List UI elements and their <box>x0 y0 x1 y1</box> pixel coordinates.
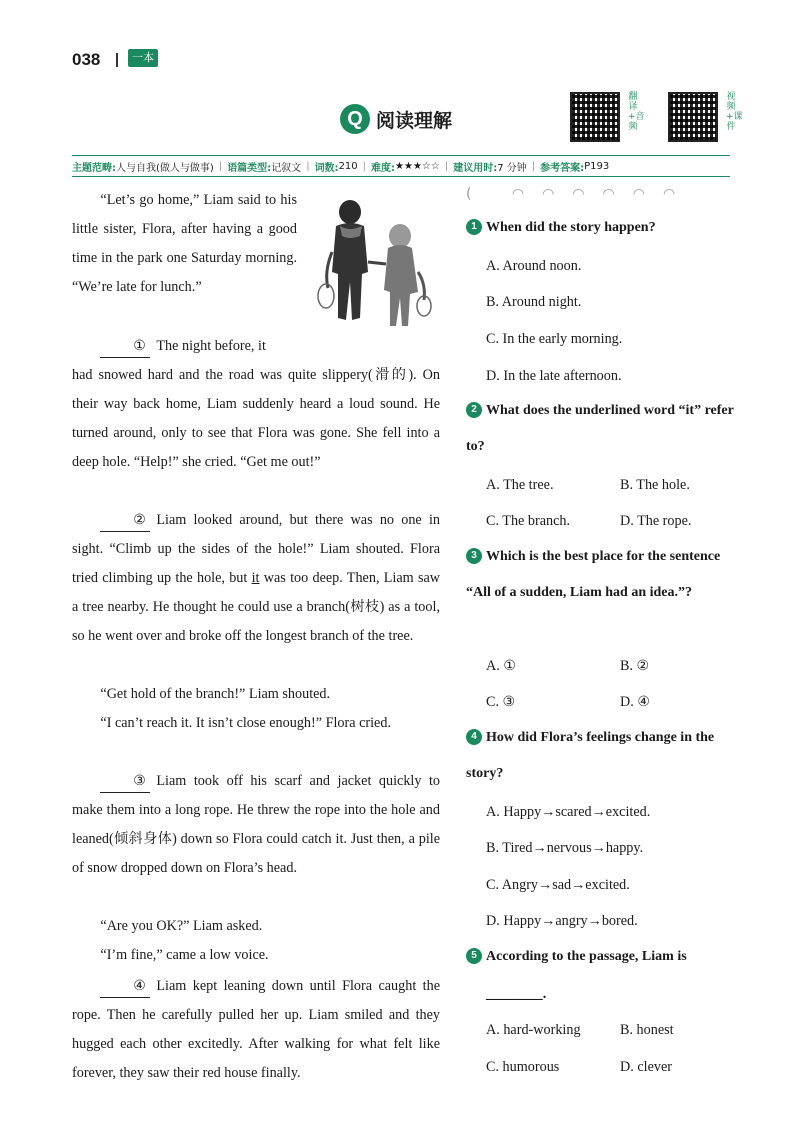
passage-paragraph-1: “Let’s go home,” Liam said to his little sister, Flora, after having a good time in the park one Saturday morning. “We’re late for lunch.” <box>72 192 297 295</box>
question-number-3: 3 <box>466 548 482 564</box>
q1-option-b[interactable]: B. Around night. <box>486 294 582 310</box>
paragraph-3-text-a: Liam looked around, but there was no one in sight. “Climb up the sides of the hole!” Liam shouted. Flora tried climbing up the hole, but <box>72 512 440 586</box>
q1-option-a[interactable]: A. Around noon. <box>486 258 582 274</box>
passage-paragraph-7: “Are you OK?” Liam asked. <box>100 918 263 934</box>
question-number-1: 1 <box>466 219 482 235</box>
difficulty-stars: ★★★☆☆ <box>395 160 440 172</box>
word-count-label: 词数: <box>314 162 339 174</box>
q2-option-d[interactable]: D. The rope. <box>620 513 692 529</box>
question-3-text: Which is the best place for the sentence “All of a sudden, Liam had an idea.”? <box>466 549 721 600</box>
paragraph-2-text-a: The night before, it <box>156 338 266 354</box>
passage-paragraph-8: “I’m fine,” came a low voice. <box>100 947 269 963</box>
underlined-it: it <box>251 570 260 586</box>
question-4-text: How did Flora’s feelings change in the story? <box>466 730 715 781</box>
blank-4: ④ <box>100 975 150 998</box>
time-value: 7 分钟 <box>497 162 527 174</box>
difficulty-label: 难度: <box>371 162 396 174</box>
q1-option-d[interactable]: D. In the late afternoon. <box>486 368 622 384</box>
decorative-marks: ( ◠◠◠◠◠◠ <box>466 186 694 202</box>
brand-logo: 一本 <box>128 49 158 67</box>
theme-label: 主题范畴: <box>72 162 116 174</box>
q2-option-a[interactable]: A. The tree. <box>486 477 554 493</box>
qr-code-video[interactable] <box>668 92 718 142</box>
paragraph-3-text-b: was too deep. Then, Liam saw a tree nearby. He thought he could use a branch(树枝) as a tool, so he went over and broke off the longest branch of the tree. <box>72 570 441 644</box>
genre-value: 记叙文 <box>271 162 302 174</box>
question-1 <box>466 210 736 246</box>
passage-paragraph-9 <box>72 972 440 1088</box>
q4-option-d[interactable]: D. Happy→angry→bored. <box>486 913 638 929</box>
q5-option-b[interactable]: B. honest <box>620 1022 674 1038</box>
q4-option-b[interactable]: B. Tired→nervous→happy. <box>486 840 644 856</box>
question-3 <box>466 539 736 611</box>
question-4 <box>466 720 736 792</box>
q2-option-b[interactable]: B. The hole. <box>620 477 690 493</box>
q1-option-c[interactable]: C. In the early morning. <box>486 331 623 347</box>
q3-option-b[interactable]: B. ② <box>620 658 650 674</box>
time-label: 建议用时: <box>453 162 498 174</box>
question-number-4: 4 <box>466 729 482 745</box>
question-2-text: What does the underlined word “it” refer to? <box>466 403 734 454</box>
info-bar: 主题范畴: 人与自我(做人与做事) | 语篇类型: 记叙文 | 词数: 210 | 难度: ★★★☆☆ | 建议用时: 7 分钟 | 参考答案: P193 <box>72 155 730 177</box>
passage-paragraph-4: “Get hold of the branch!” Liam shouted. <box>100 686 331 702</box>
children-walking-illustration <box>314 192 440 340</box>
question-5 <box>466 939 736 975</box>
q2-option-c[interactable]: C. The branch. <box>486 513 571 529</box>
paragraph-6-text: Liam took off his scarf and jacket quickly to make them into a long rope. He threw the rope into the hole and leaned(倾斜身体) down so Flora could catch it. Just then, a pile of snow dropped down on Flora’s head. <box>72 773 440 876</box>
question-number-5: 5 <box>466 948 482 964</box>
question-number-2: 2 <box>466 402 482 418</box>
answer-page: P193 <box>584 160 610 172</box>
blank-1: ① <box>100 335 150 358</box>
question-5-text: According to the passage, Liam is <box>486 949 687 964</box>
section-title-text: 阅读理解 <box>376 109 453 132</box>
question-2 <box>466 393 736 465</box>
qr-label-video: 视频+课件 <box>726 92 743 132</box>
q4-option-a[interactable]: A. Happy→scared→excited. <box>486 804 651 820</box>
passage-paragraph-2-start <box>72 332 297 361</box>
header-divider <box>116 53 118 67</box>
word-count-value: 210 <box>338 160 358 172</box>
paragraph-9-text: Liam kept leaning down until Flora caught the rope. Then he carefully pulled her up. Liam smiled and they hugged each other excitedly. After walking for what felt like forever, they saw their red house finally. <box>72 978 440 1081</box>
q3-option-d[interactable]: D. ④ <box>620 694 651 710</box>
passage-paragraph-3 <box>72 506 440 651</box>
passage-paragraph-6 <box>72 767 440 883</box>
section-title <box>340 104 452 134</box>
page-number: 038 <box>72 50 101 69</box>
q5-option-a[interactable]: A. hard-working <box>486 1022 581 1038</box>
blank-3: ③ <box>100 770 150 793</box>
q3-option-a[interactable]: A. ① <box>486 658 517 674</box>
qr-label-translation: 翻译+音频 <box>628 92 645 132</box>
q4-option-c[interactable]: C. Angry→sad→excited. <box>486 877 630 893</box>
genre-label: 语篇类型: <box>227 162 272 174</box>
qr-code-translation[interactable] <box>570 92 620 142</box>
q5-answer-blank[interactable]: ________. <box>486 986 547 1002</box>
blank-2: ② <box>100 509 150 532</box>
passage-paragraph-5: “I can’t reach it. It isn’t close enough!” Flora cried. <box>100 715 391 731</box>
q5-option-c[interactable]: C. humorous <box>486 1059 560 1075</box>
q5-option-d[interactable]: D. clever <box>620 1059 672 1075</box>
question-1-text: When did the story happen? <box>486 220 656 235</box>
passage-paragraph-2: had snowed hard and the road was quite slippery(滑的). On their way back home, Liam suddenly heard a loud sound. He turned around, only to see that Flora was gone. She fell into a deep hole. “Help!” she cried. “Get me out!” <box>72 367 440 470</box>
answer-label: 参考答案: <box>540 162 585 174</box>
reading-icon: Q <box>340 104 370 134</box>
q3-option-c[interactable]: C. ③ <box>486 694 516 710</box>
theme-value: 人与自我(做人与做事) <box>116 162 214 174</box>
